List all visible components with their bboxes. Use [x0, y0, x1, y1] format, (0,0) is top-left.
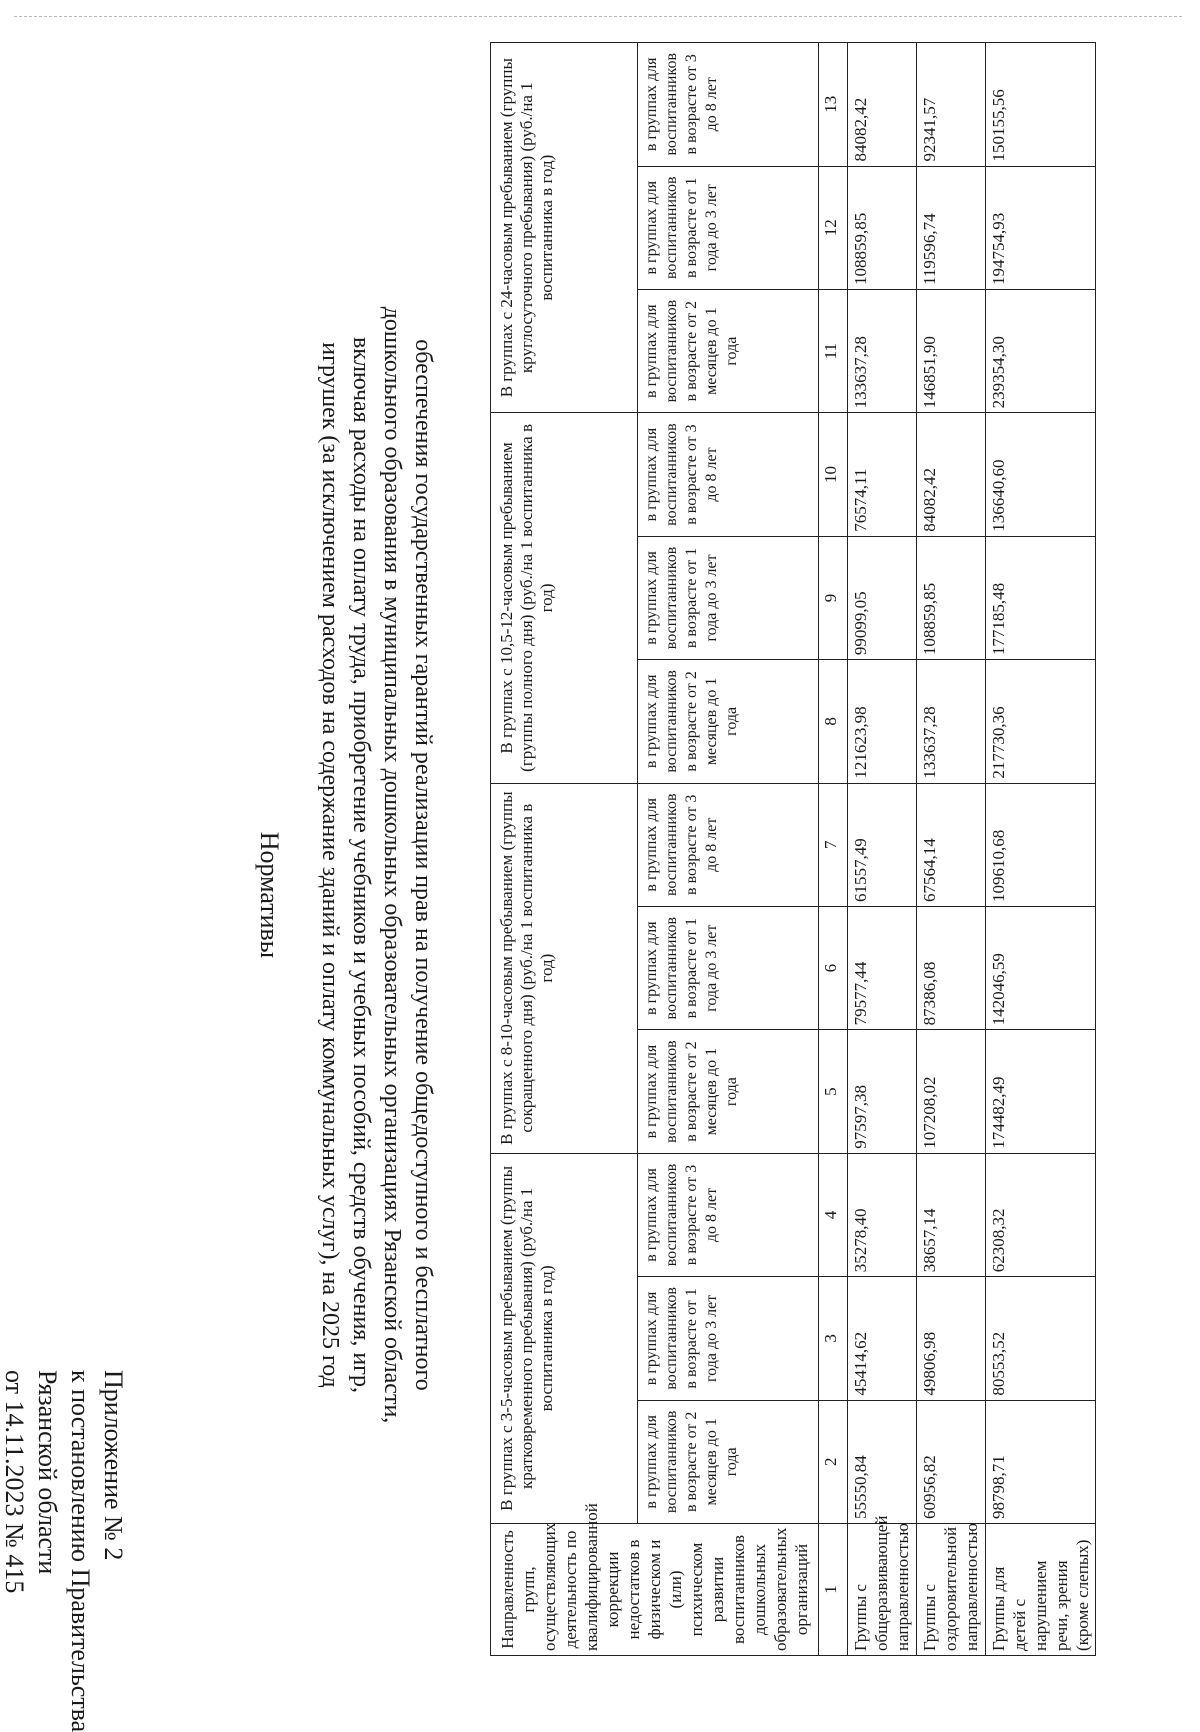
- subheader-col-9: в группах для воспитанников в возрасте от 1 года до 3 лет: [638, 536, 819, 659]
- table-cell: 62308,32: [986, 1153, 1096, 1276]
- table-cell: 87386,08: [917, 906, 986, 1029]
- subheader-col-4: в группах для воспитанников в возрасте от 3 до 8 лет: [638, 1153, 819, 1276]
- subtitle-line-3: включая расходы на оплату труда, приобретение учебников и учебных пособий, средств обучения, игр,: [348, 336, 374, 1394]
- table-cell: 80553,52: [986, 1277, 1096, 1400]
- table-cell: 217730,36: [986, 660, 1096, 783]
- subheader-col-5: в группах для воспитанников в возрасте от 2 месяцев до 1 года: [638, 1030, 819, 1153]
- column-number: 8: [819, 660, 848, 783]
- table-row: [848, 43, 917, 1656]
- row-label-general: Группы с общеразвивающей направленностью: [848, 1524, 917, 1656]
- table-cell: 67564,14: [917, 783, 986, 906]
- subheader-col-2: в группах для воспитанников в возрасте от 2 месяцев до 1 года: [638, 1400, 819, 1523]
- column-number: 2: [819, 1400, 848, 1523]
- table-cell: 55550,84: [848, 1400, 917, 1523]
- table-cell: 150155,56: [986, 43, 1096, 167]
- table-cell: 92341,57: [917, 43, 986, 167]
- column-number: 12: [819, 166, 848, 289]
- table-cell: 239354,30: [986, 289, 1096, 412]
- header-group-full-day: В группах с 10,5-12-часовым пребыванием (группы полного дня) (руб./на 1 воспитанника в год): [491, 413, 638, 783]
- subtitle-line-4: игрушек (за исключением расходов на содержание зданий и оплату коммунальных услуг), на 2025 год: [317, 342, 343, 1388]
- table-cell: 177185,48: [986, 536, 1096, 659]
- subheader-col-10: в группах для воспитанников в возрасте от 3 до 8 лет: [638, 413, 819, 536]
- subheader-col-8: в группах для воспитанников в возрасте от 2 месяцев до 1 года: [638, 660, 819, 783]
- table-cell: 194754,93: [986, 166, 1096, 289]
- column-number: 9: [819, 536, 848, 659]
- table-cell: 35278,40: [848, 1153, 917, 1276]
- subheader-col-3: в группах для воспитанников в возрасте от 1 года до 3 лет: [638, 1277, 819, 1400]
- column-number-row: [819, 43, 848, 1656]
- column-number: 4: [819, 1153, 848, 1276]
- table-cell: 49806,98: [917, 1277, 986, 1400]
- column-number: 13: [819, 43, 848, 167]
- table-cell: 121623,98: [848, 660, 917, 783]
- approval-line-2: к постановлению Правительства: [66, 1370, 95, 1732]
- table-cell: 108859,85: [848, 166, 917, 289]
- subheader-col-13: в группах для воспитанников в возрасте от 3 до 8 лет: [638, 43, 819, 167]
- table-cell: 60956,82: [917, 1400, 986, 1523]
- subtitle-line-2: дошкольного образования в муниципальных дошкольных образовательных организациях Рязанской области,: [379, 306, 405, 1424]
- norms-table-wrapper: [490, 42, 1140, 1656]
- table-cell: 38657,14: [917, 1153, 986, 1276]
- row-label-speech-vision: Группы для детей с нарушением речи, зрения (кроме слепых): [986, 1524, 1096, 1656]
- column-number: 3: [819, 1277, 848, 1400]
- table-cell: 119596,74: [917, 166, 986, 289]
- table-cell: 109610,68: [986, 783, 1096, 906]
- column-number: 6: [819, 906, 848, 1029]
- table-cell: 133637,28: [917, 660, 986, 783]
- header-group-reduced-day: В группах с 8-10-часовым пребыванием (группы сокращенного дня) (руб./на 1 воспитанника в год): [491, 783, 638, 1153]
- table-cell: 97597,38: [848, 1030, 917, 1153]
- subtitle-line-1: обеспечения государственных гарантий реализации прав на получение общедоступного и бесплатного: [410, 339, 436, 1391]
- approval-line-4: от 14.11.2023 № 415: [0, 1370, 29, 1594]
- approval-line-1: Приложение № 2: [99, 1370, 128, 1561]
- table-cell: 133637,28: [848, 289, 917, 412]
- header-direction: Направленность групп, осуществляющих деятельность по квалифицированной коррекции недостатков в физическом и (или) психическом развитии воспитанников дошкольных образовательных организаций: [491, 1524, 819, 1656]
- column-number: 10: [819, 413, 848, 536]
- column-number: 7: [819, 783, 848, 906]
- table-cell: 142046,59: [986, 906, 1096, 1029]
- table-cell: 136640,60: [986, 413, 1096, 536]
- document-title: Нормативы: [255, 831, 284, 959]
- table-cell: 84082,42: [848, 43, 917, 167]
- table-cell: 98798,71: [986, 1400, 1096, 1523]
- table-cell: 107208,02: [917, 1030, 986, 1153]
- table-cell: 61557,49: [848, 783, 917, 906]
- table-row: [917, 43, 986, 1656]
- table-cell: 76574,11: [848, 413, 917, 536]
- table-cell: 99099,05: [848, 536, 917, 659]
- approval-line-3: Рязанской области: [33, 1370, 62, 1575]
- header-group-round-the-clock: В группах с 24-часовым пребыванием (группы круглосуточного пребывания) (руб./на 1 воспитанника в год): [491, 43, 638, 413]
- subheader-col-6: в группах для воспитанников в возрасте от 1 года до 3 лет: [638, 906, 819, 1029]
- row-label-health: Группы с оздоровительной направленностью: [917, 1524, 986, 1656]
- table-cell: 79577,44: [848, 906, 917, 1029]
- table-row: [986, 43, 1096, 1656]
- document-subtitle: [314, 80, 438, 1650]
- subheader-col-12: в группах для воспитанников в возрасте от 1 года до 3 лет: [638, 166, 819, 289]
- approval-block: [0, 1370, 130, 1732]
- table-cell: 174482,49: [986, 1030, 1096, 1153]
- table-cell: 108859,85: [917, 536, 986, 659]
- subheader-col-11: в группах для воспитанников в возрасте от 2 месяцев до 1 года: [638, 289, 819, 412]
- table-cell: 84082,42: [917, 413, 986, 536]
- table-cell: 45414,62: [848, 1277, 917, 1400]
- column-number: 1: [819, 1524, 848, 1656]
- subheader-col-7: в группах для воспитанников в возрасте от 3 до 8 лет: [638, 783, 819, 906]
- column-number: 11: [819, 289, 848, 412]
- column-number: 5: [819, 1030, 848, 1153]
- header-group-short-stay: В группах с 3-5-часовым пребыванием (группы кратковременного пребывания) (руб./на 1 воспитанника в год): [491, 1153, 638, 1523]
- norms-table: [490, 42, 1096, 1656]
- table-cell: 146851,90: [917, 289, 986, 412]
